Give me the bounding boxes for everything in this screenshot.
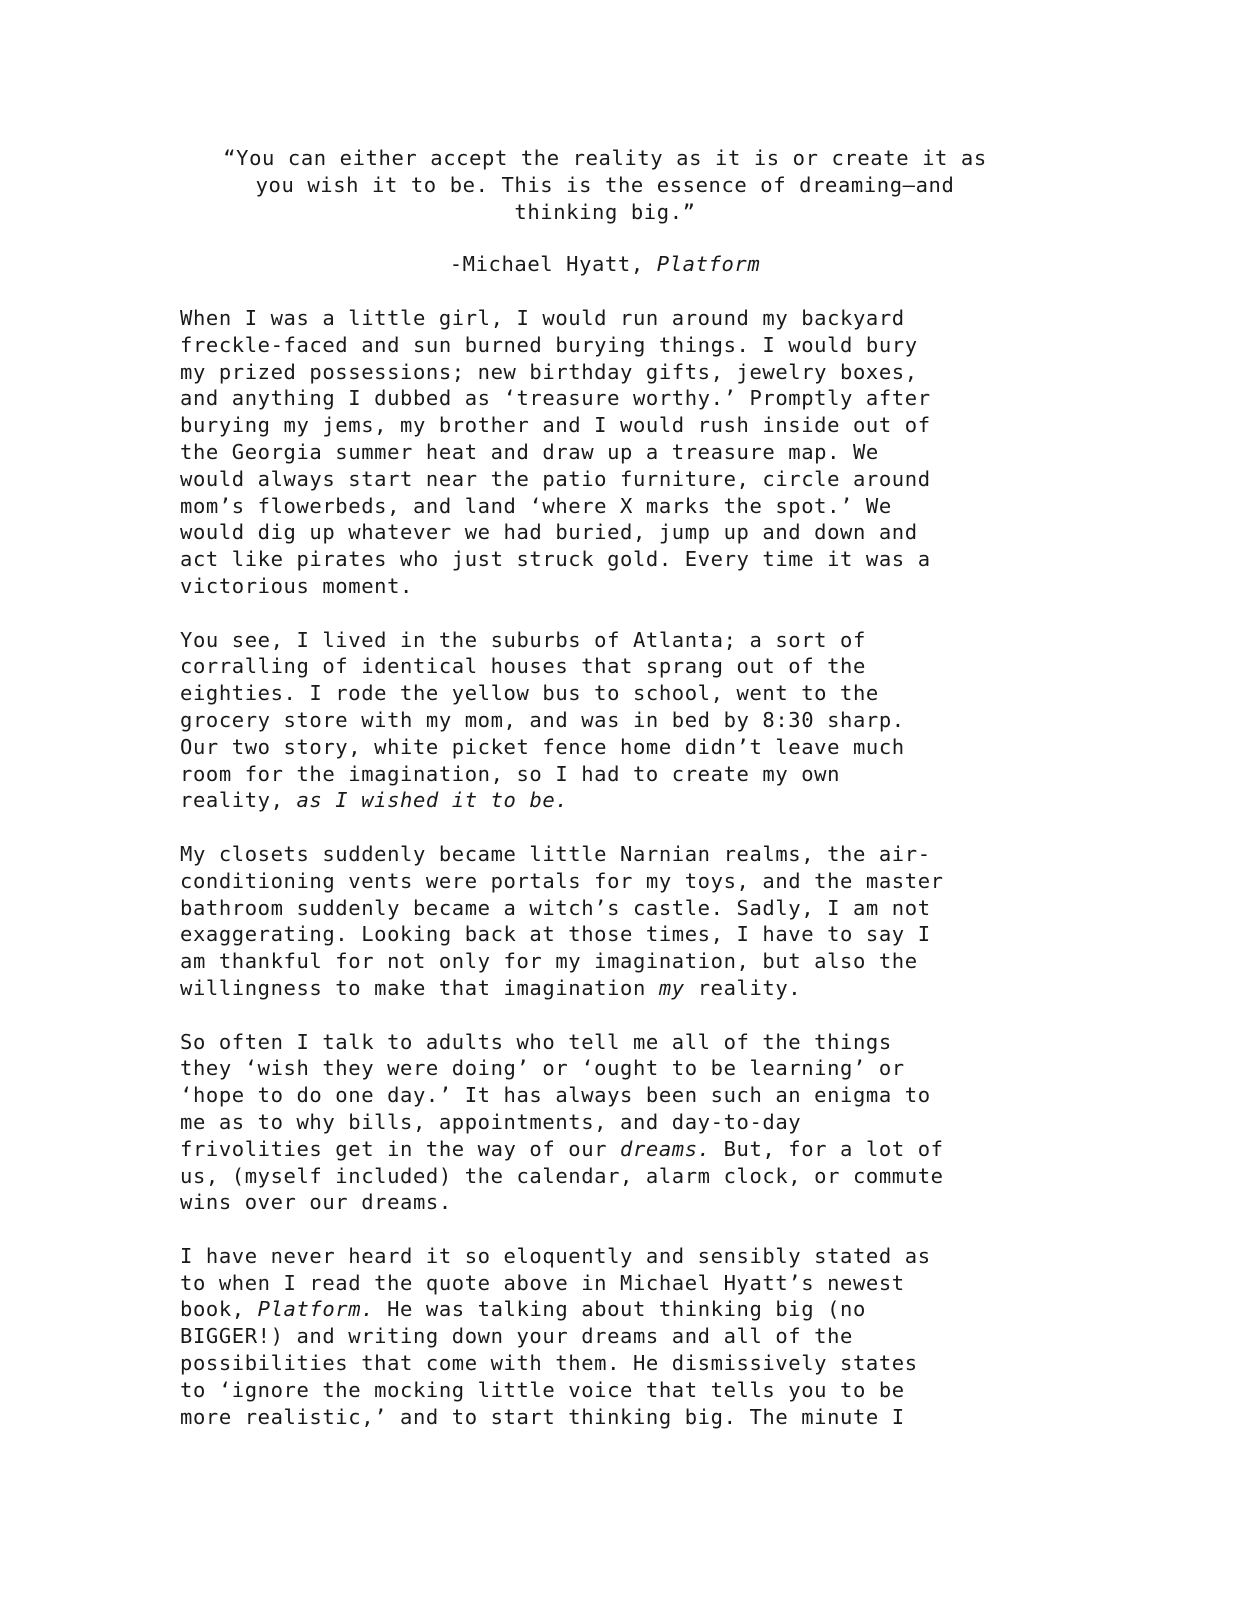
text-line <box>180 627 1060 654</box>
text-line <box>180 439 1060 466</box>
text-segment: BIGGER!) and writing down your dreams and all of the <box>180 1324 853 1349</box>
text-line <box>180 466 1060 493</box>
text-line <box>180 305 1060 332</box>
text-segment: My closets suddenly became little Narnian realms, the air- <box>180 841 931 866</box>
text-segment: more realistic,’ and to start thinking big. The minute I <box>180 1404 905 1429</box>
attribution-book-title: Platform <box>656 252 761 276</box>
text-line <box>180 412 1060 439</box>
text-segment: me as to why bills, appointments, and day-to-day <box>180 1109 802 1134</box>
attribution-author: -Michael Hyatt, <box>449 252 657 276</box>
text-segment: ‘hope to do one day.’ It has always been such an enigma to <box>180 1083 931 1108</box>
text-line <box>180 1082 1060 1109</box>
text-segment: You see, I lived in the suburbs of Atlanta; a sort of <box>180 627 866 652</box>
text-segment: When I was a little girl, I would run around my backyard <box>180 306 905 330</box>
text-segment: possibilities that come with them. He dismissively states <box>180 1351 918 1376</box>
text-line <box>180 1055 1060 1082</box>
text-segment: am thankful for not only for my imagination, but also the <box>180 949 918 974</box>
text-line <box>180 493 1060 520</box>
text-segment: victorious moment. <box>180 573 413 598</box>
epigraph-quote <box>140 145 1070 225</box>
text-segment: grocery store with my mom, and was in bed by 8:30 sharp. <box>180 707 905 732</box>
quote-line: thinking big.” <box>514 199 696 224</box>
text-line <box>180 385 1060 412</box>
quote-line: “You can either accept the reality as it is or create it as <box>223 146 987 170</box>
italic-text: dreams. <box>620 1136 711 1161</box>
text-line <box>180 1109 1060 1136</box>
italic-text: my <box>658 975 685 1000</box>
text-line <box>180 1323 1060 1350</box>
text-segment: eighties. I rode the yellow bus to school, went to the <box>180 681 879 706</box>
text-line <box>180 975 1060 1002</box>
text-line <box>180 653 1060 680</box>
text-segment: wins over our dreams. <box>180 1190 452 1215</box>
quote-line: you wish it to be. This is the essence of dreaming—and <box>255 172 955 197</box>
text-line <box>180 895 1060 922</box>
text-segment: So often I talk to adults who tell me all of the things <box>180 1029 892 1054</box>
text-segment: exaggerating. Looking back at those times, I have to say I <box>180 922 931 947</box>
text-segment: book, <box>180 1297 258 1322</box>
paragraph <box>180 305 1060 600</box>
text-segment: But, for a lot of <box>710 1136 944 1161</box>
text-line <box>180 1163 1060 1190</box>
text-segment: freckle-faced and sun burned burying things. I would bury <box>180 332 918 357</box>
text-segment: the Georgia summer heat and draw up a treasure map. We <box>180 439 879 464</box>
text-segment: reality. <box>684 975 802 1000</box>
text-segment: Our two story, white picket fence home didn’t leave much <box>180 734 905 759</box>
quote-attribution <box>140 251 1070 278</box>
text-segment: He was talking about thinking big (no <box>374 1297 866 1322</box>
text-segment: burying my jems, my brother and I would rush inside out of <box>180 413 931 438</box>
text-segment: would always start near the patio furniture, circle around <box>180 466 931 491</box>
italic-text: as I wished it to be. <box>296 788 569 813</box>
text-line <box>180 1404 1060 1431</box>
text-segment: willingness to make that imagination <box>180 975 659 1000</box>
text-segment: and anything I dubbed as ‘treasure worthy.’ Promptly after <box>180 386 931 411</box>
text-segment: to ‘ignore the mocking little voice that tells you to be <box>180 1377 905 1402</box>
text-line <box>180 841 1060 868</box>
text-line <box>180 1270 1060 1297</box>
paragraph <box>180 1029 1060 1217</box>
text-line <box>180 519 1060 546</box>
text-line <box>180 359 1060 386</box>
text-line <box>180 1243 1060 1270</box>
paragraph <box>180 841 1060 1002</box>
text-segment: us, (myself included) the calendar, alarm clock, or commute <box>180 1163 944 1188</box>
text-line <box>180 1136 1060 1163</box>
paragraph <box>180 627 1060 815</box>
text-line <box>180 707 1060 734</box>
text-line <box>180 680 1060 707</box>
text-line <box>180 948 1060 975</box>
text-line <box>180 332 1060 359</box>
italic-text: Platform. <box>257 1297 375 1322</box>
text-segment: conditioning vents were portals for my toys, and the master <box>180 868 944 893</box>
text-line <box>180 1029 1060 1056</box>
text-line <box>180 921 1060 948</box>
text-segment: to when I read the quote above in Michael Hyatt’s newest <box>180 1270 905 1295</box>
text-line <box>180 1189 1060 1216</box>
text-segment: they ‘wish they were doing’ or ‘ought to be learning’ or <box>180 1056 905 1081</box>
text-segment: room for the imagination, so I had to create my own <box>180 761 841 786</box>
text-segment: reality, <box>180 788 297 813</box>
text-line <box>180 546 1060 573</box>
text-segment: frivolities get in the way of our <box>180 1136 621 1161</box>
text-line <box>180 787 1060 814</box>
text-segment: bathroom suddenly became a witch’s castle. Sadly, I am not <box>180 895 931 920</box>
text-segment: act like pirates who just struck gold. Every time it was a <box>180 547 931 572</box>
text-segment: corralling of identical houses that sprang out of the <box>180 654 866 679</box>
body-text <box>180 305 1060 1457</box>
text-segment: would dig up whatever we had buried, jump up and down and <box>180 520 918 545</box>
text-line <box>180 1296 1060 1323</box>
text-segment: my prized possessions; new birthday gifts, jewelry boxes, <box>180 359 918 384</box>
text-line <box>180 761 1060 788</box>
text-segment: I have never heard it so eloquently and sensibly stated as <box>180 1243 931 1268</box>
paragraph <box>180 1243 1060 1431</box>
text-line <box>180 868 1060 895</box>
text-line <box>180 1377 1060 1404</box>
text-line <box>180 734 1060 761</box>
text-line <box>180 1350 1060 1377</box>
text-segment: mom’s flowerbeds, and land ‘where X marks the spot.’ We <box>180 493 892 518</box>
text-line <box>180 573 1060 600</box>
